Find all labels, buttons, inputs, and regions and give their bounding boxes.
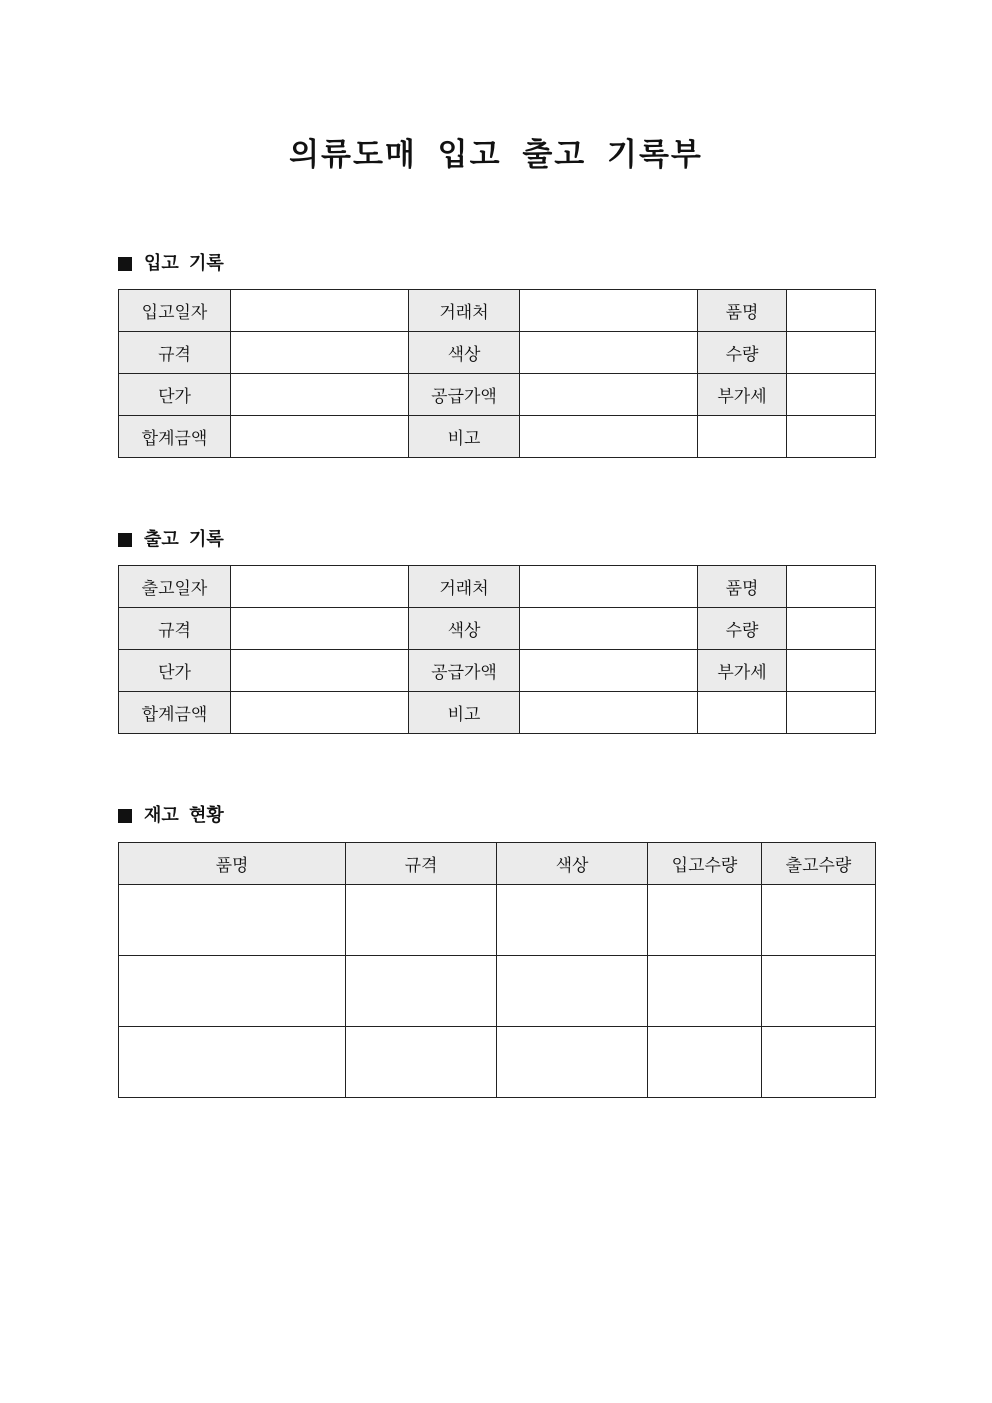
inbound-supply-amount-field[interactable]: [520, 374, 698, 416]
inventory-cell[interactable]: [497, 885, 648, 956]
square-bullet-icon: [118, 257, 132, 271]
inventory-section-title: [118, 803, 224, 829]
outbound-vendor-label: 거래처: [409, 566, 520, 608]
inventory-cell[interactable]: [346, 885, 497, 956]
table-row: [119, 566, 876, 608]
inbound-vat-label: 부가세: [698, 374, 787, 416]
inbound-total-label: 합계금액: [119, 416, 231, 458]
table-row: [119, 290, 876, 332]
outbound-section-title: [118, 527, 224, 553]
inventory-cell[interactable]: [497, 1027, 648, 1098]
outbound-date-field[interactable]: [231, 566, 409, 608]
inbound-total-field[interactable]: [231, 416, 409, 458]
inventory-cell[interactable]: [762, 956, 876, 1027]
table-row: [119, 650, 876, 692]
outbound-vat-field[interactable]: [787, 650, 876, 692]
column-header-color: 색상: [497, 843, 648, 885]
outbound-table: [118, 565, 876, 734]
inbound-vat-field[interactable]: [787, 374, 876, 416]
inventory-cell[interactable]: [346, 956, 497, 1027]
table-row: [119, 956, 876, 1027]
inbound-qty-label: 수량: [698, 332, 787, 374]
outbound-supply-amount-label: 공급가액: [409, 650, 520, 692]
column-header-item: 품명: [119, 843, 346, 885]
square-bullet-icon: [118, 809, 132, 823]
inbound-date-field[interactable]: [231, 290, 409, 332]
column-header-inbound-qty: 입고수량: [648, 843, 762, 885]
outbound-item-field[interactable]: [787, 566, 876, 608]
inbound-unit-price-label: 단가: [119, 374, 231, 416]
inventory-cell[interactable]: [346, 1027, 497, 1098]
page-title: 의류도매 입고 출고 기록부: [289, 137, 703, 173]
inbound-item-label: 품명: [698, 290, 787, 332]
inbound-empty-cell[interactable]: [787, 416, 876, 458]
table-row: [119, 692, 876, 734]
inbound-empty-cell[interactable]: [698, 416, 787, 458]
table-row: [119, 1027, 876, 1098]
table-row: [119, 885, 876, 956]
inbound-item-field[interactable]: [787, 290, 876, 332]
outbound-spec-label: 규격: [119, 608, 231, 650]
inventory-cell[interactable]: [762, 1027, 876, 1098]
inventory-cell[interactable]: [119, 885, 346, 956]
outbound-qty-label: 수량: [698, 608, 787, 650]
square-bullet-icon: [118, 533, 132, 547]
inbound-color-field[interactable]: [520, 332, 698, 374]
outbound-unit-price-label: 단가: [119, 650, 231, 692]
inbound-table: [118, 289, 876, 458]
outbound-color-label: 색상: [409, 608, 520, 650]
table-row: [119, 332, 876, 374]
column-header-spec: 규격: [346, 843, 497, 885]
outbound-color-field[interactable]: [520, 608, 698, 650]
inbound-vendor-label: 거래처: [409, 290, 520, 332]
outbound-empty-cell[interactable]: [698, 692, 787, 734]
inbound-supply-amount-label: 공급가액: [409, 374, 520, 416]
inventory-cell[interactable]: [648, 956, 762, 1027]
outbound-total-field[interactable]: [231, 692, 409, 734]
table-row: [119, 608, 876, 650]
outbound-heading: 출고 기록: [144, 529, 224, 550]
inbound-qty-field[interactable]: [787, 332, 876, 374]
inbound-note-field[interactable]: [520, 416, 698, 458]
inbound-section-title: [118, 251, 224, 277]
outbound-qty-field[interactable]: [787, 608, 876, 650]
outbound-vat-label: 부가세: [698, 650, 787, 692]
inventory-cell[interactable]: [119, 1027, 346, 1098]
outbound-spec-field[interactable]: [231, 608, 409, 650]
inbound-unit-price-field[interactable]: [231, 374, 409, 416]
table-row: [119, 374, 876, 416]
inventory-table: [118, 842, 876, 1098]
outbound-empty-cell[interactable]: [787, 692, 876, 734]
outbound-unit-price-field[interactable]: [231, 650, 409, 692]
table-row: [119, 416, 876, 458]
inventory-heading: 재고 현황: [144, 805, 224, 826]
inventory-cell[interactable]: [497, 956, 648, 1027]
outbound-date-label: 출고일자: [119, 566, 231, 608]
outbound-note-label: 비고: [409, 692, 520, 734]
outbound-note-field[interactable]: [520, 692, 698, 734]
inventory-cell[interactable]: [648, 885, 762, 956]
outbound-item-label: 품명: [698, 566, 787, 608]
outbound-supply-amount-field[interactable]: [520, 650, 698, 692]
table-header-row: [119, 843, 876, 885]
inventory-cell[interactable]: [648, 1027, 762, 1098]
inventory-cell[interactable]: [762, 885, 876, 956]
inbound-heading: 입고 기록: [144, 253, 224, 274]
inbound-color-label: 색상: [409, 332, 520, 374]
inbound-spec-label: 규격: [119, 332, 231, 374]
inbound-note-label: 비고: [409, 416, 520, 458]
inbound-date-label: 입고일자: [119, 290, 231, 332]
outbound-vendor-field[interactable]: [520, 566, 698, 608]
inbound-vendor-field[interactable]: [520, 290, 698, 332]
inbound-spec-field[interactable]: [231, 332, 409, 374]
outbound-total-label: 합계금액: [119, 692, 231, 734]
column-header-outbound-qty: 출고수량: [762, 843, 876, 885]
inventory-cell[interactable]: [119, 956, 346, 1027]
